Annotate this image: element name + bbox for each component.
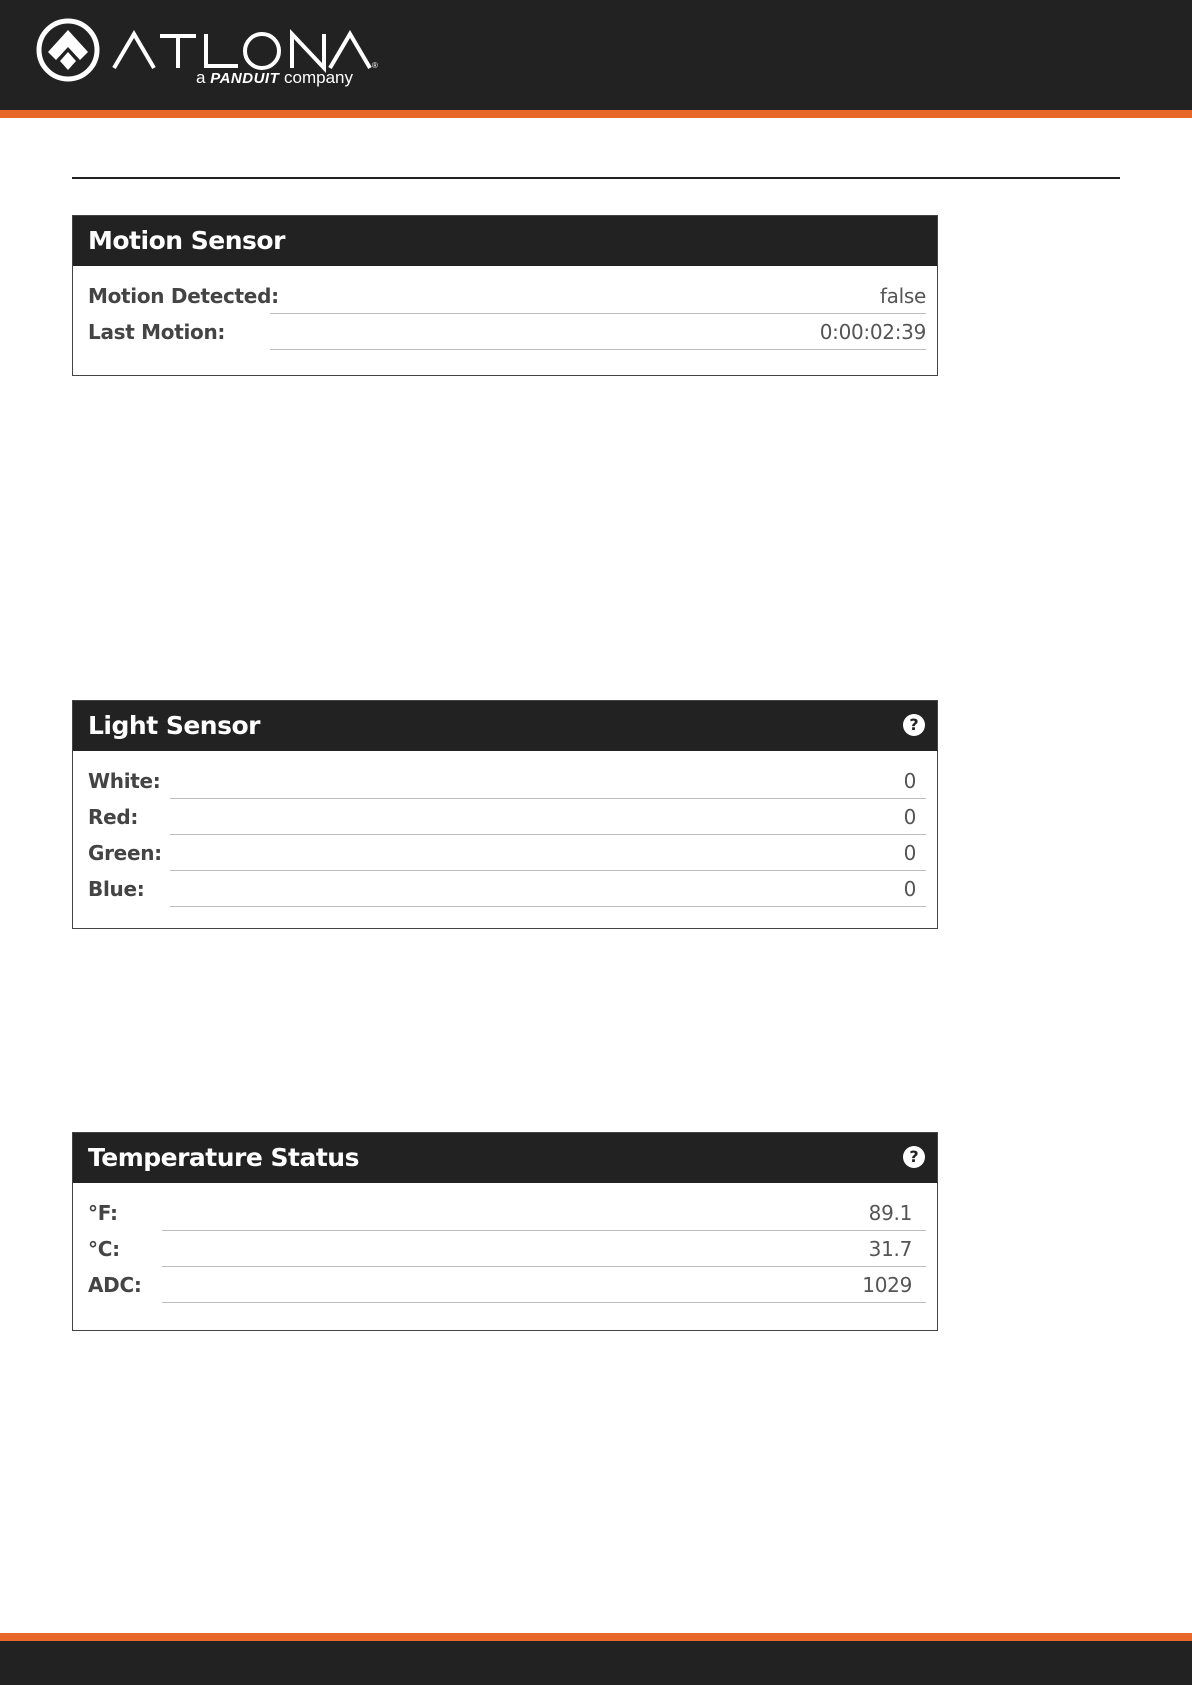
red-value: 0 <box>903 805 916 829</box>
celsius-value: 31.7 <box>868 1237 912 1261</box>
last-motion-value: 0:00:02:39 <box>819 320 926 344</box>
panel-title: Light Sensor <box>88 711 260 740</box>
row-rule <box>170 835 926 871</box>
row-rule <box>170 799 926 835</box>
white-row <box>88 763 926 799</box>
row-label: °F: <box>88 1201 118 1225</box>
panel-header <box>73 1133 937 1183</box>
panel-body <box>73 1183 937 1317</box>
app-header <box>0 0 1192 118</box>
light-sensor-panel <box>72 700 938 929</box>
row-label: Last Motion: <box>88 320 226 344</box>
row-rule <box>162 1267 926 1303</box>
adc-value: 1029 <box>862 1273 912 1297</box>
panel-title: Temperature Status <box>88 1143 359 1172</box>
tagline-brand: PANDUIT <box>210 70 280 87</box>
panel-body <box>73 266 937 364</box>
row-label: Red: <box>88 805 139 829</box>
temperature-status-panel <box>72 1132 938 1331</box>
panel-header <box>73 216 937 266</box>
atlona-logo[interactable] <box>36 18 376 90</box>
green-value: 0 <box>903 841 916 865</box>
row-rule <box>170 871 926 907</box>
tagline-prefix: a <box>196 68 206 87</box>
atlona-wordmark <box>110 28 378 72</box>
row-label: White: <box>88 769 161 793</box>
row-label: Blue: <box>88 877 145 901</box>
panel-title: Motion Sensor <box>88 226 285 255</box>
registered-mark: ® <box>372 61 378 70</box>
logo-tagline <box>196 68 353 90</box>
celsius-row <box>88 1231 926 1267</box>
row-rule <box>162 1195 926 1231</box>
fahrenheit-row <box>88 1195 926 1231</box>
blue-value: 0 <box>903 877 916 901</box>
green-row <box>88 835 926 871</box>
atlona-logo-mark-icon <box>36 18 100 82</box>
footer-accent-bar <box>0 1633 1192 1641</box>
row-label: Motion Detected: <box>88 284 279 308</box>
row-rule <box>162 1231 926 1267</box>
page-divider <box>72 177 1120 179</box>
motion-detected-row <box>88 278 926 314</box>
row-rule <box>170 763 926 799</box>
adc-row <box>88 1267 926 1303</box>
row-label: °C: <box>88 1237 120 1261</box>
red-row <box>88 799 926 835</box>
motion-sensor-panel <box>72 215 938 376</box>
panel-body <box>73 751 937 921</box>
question-circle-icon[interactable]: ? <box>903 1146 925 1168</box>
row-rule <box>270 278 926 314</box>
row-label: Green: <box>88 841 162 865</box>
row-label: ADC: <box>88 1273 142 1297</box>
white-value: 0 <box>903 769 916 793</box>
motion-detected-value: false <box>879 284 926 308</box>
tagline-suffix: company <box>284 68 353 87</box>
last-motion-row <box>88 314 926 350</box>
blue-row <box>88 871 926 907</box>
question-circle-icon[interactable]: ? <box>903 714 925 736</box>
fahrenheit-value: 89.1 <box>868 1201 912 1225</box>
panel-header <box>73 701 937 751</box>
app-footer <box>0 1641 1192 1685</box>
header-accent-bar <box>0 110 1192 118</box>
